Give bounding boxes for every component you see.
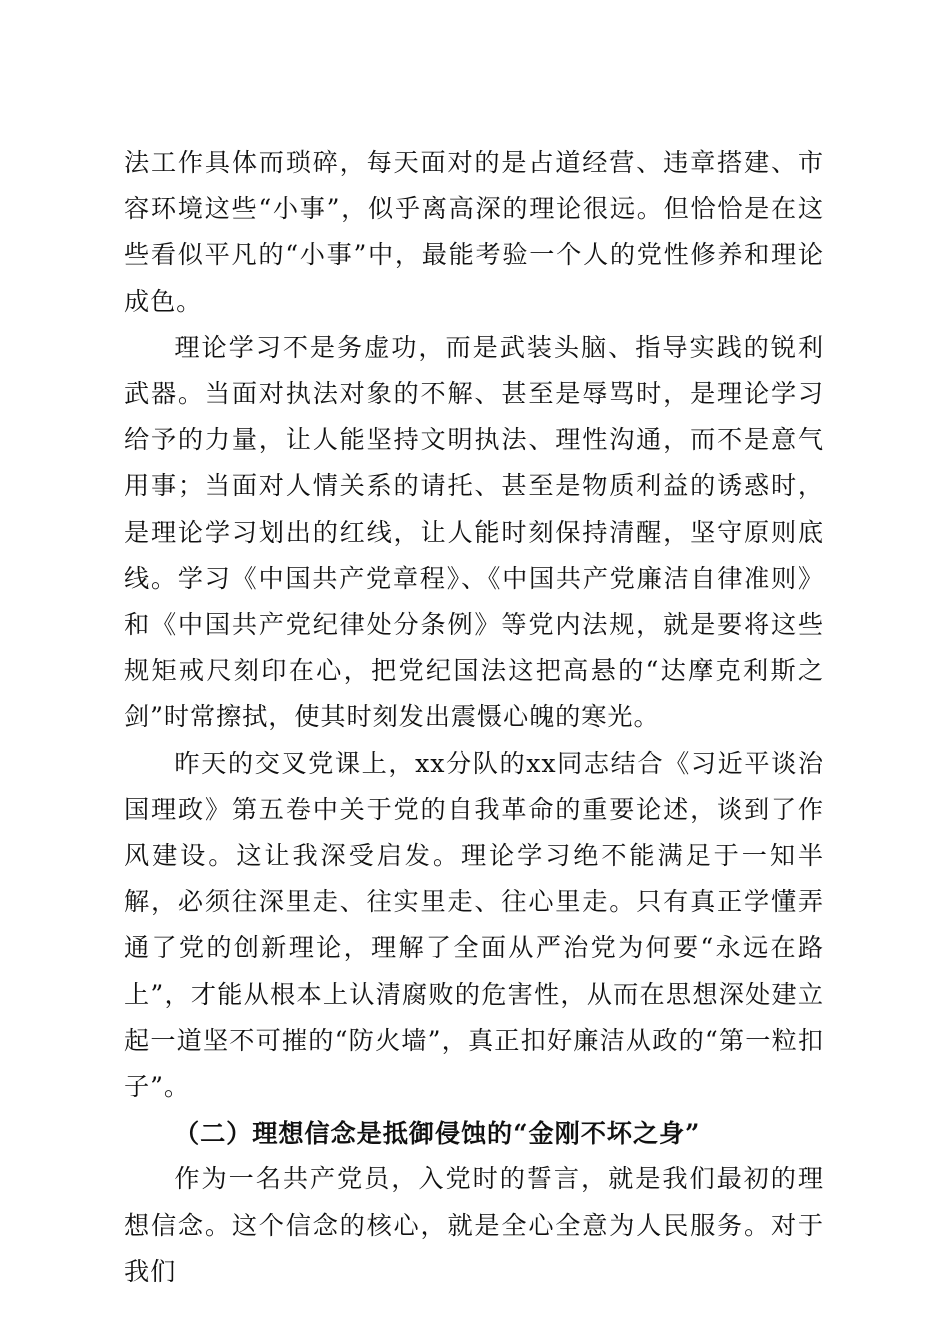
- paragraph-theory-study: 理论学习不是务虚功，而是武装头脑、指导实践的锐利武器。当面对执法对象的不解、甚至是辱骂时，是理论学习给予的力量，让人能坚持文明执法、理性沟通，而不是意气用事；当面对人情关系的请托、甚至是物质利益的诱惑时，是理论学习划出的红线，让人能时刻保持清醒，坚守原则底线。学习《中国共产党章程》、《中国共产党廉洁自律准则》和《中国共产党纪律处分条例》等党内法规，就是要将这些规矩戒尺刻印在心，把党纪国法这把高悬的“达摩克利斯之剑”时常擦拭，使其时刻发出震慑心魄的寒光。: [124, 332, 824, 732]
- section-heading: （二）理想信念是抵御侵蚀的“金刚不坏之身”: [174, 1118, 701, 1149]
- paragraph-ideals: 作为一名共产党员，入党时的誓言，就是我们最初的理想信念。这个信念的核心，就是全心全意为人民服务。对于我们: [124, 1164, 824, 1286]
- paragraph-continuation: 法工作具体而琐碎，每天面对的是占道经营、违章搭建、市容环境这些“小事”，似乎离高深的理论很远。但恰恰是在这些看似平凡的“小事”中，最能考验一个人的党性修养和理论成色。: [124, 148, 824, 316]
- paragraph-party-lesson: 昨天的交叉党课上，xx分队的xx同志结合《习近平谈治国理政》第五卷中关于党的自我革命的重要论述，谈到了作风建设。这让我深受启发。理论学习绝不能满足于一知半解，必须往深里走、往实里走、往心里走。只有真正学懂弄通了党的创新理论，理解了全面从严治党为何要“永远在路上”，才能从根本上认清腐败的危害性，从而在思想深处建立起一道坚不可摧的“防火墙”，真正扣好廉洁从政的“第一粒扣子”。: [124, 748, 824, 1102]
- document-body: [124, 140, 824, 1295]
